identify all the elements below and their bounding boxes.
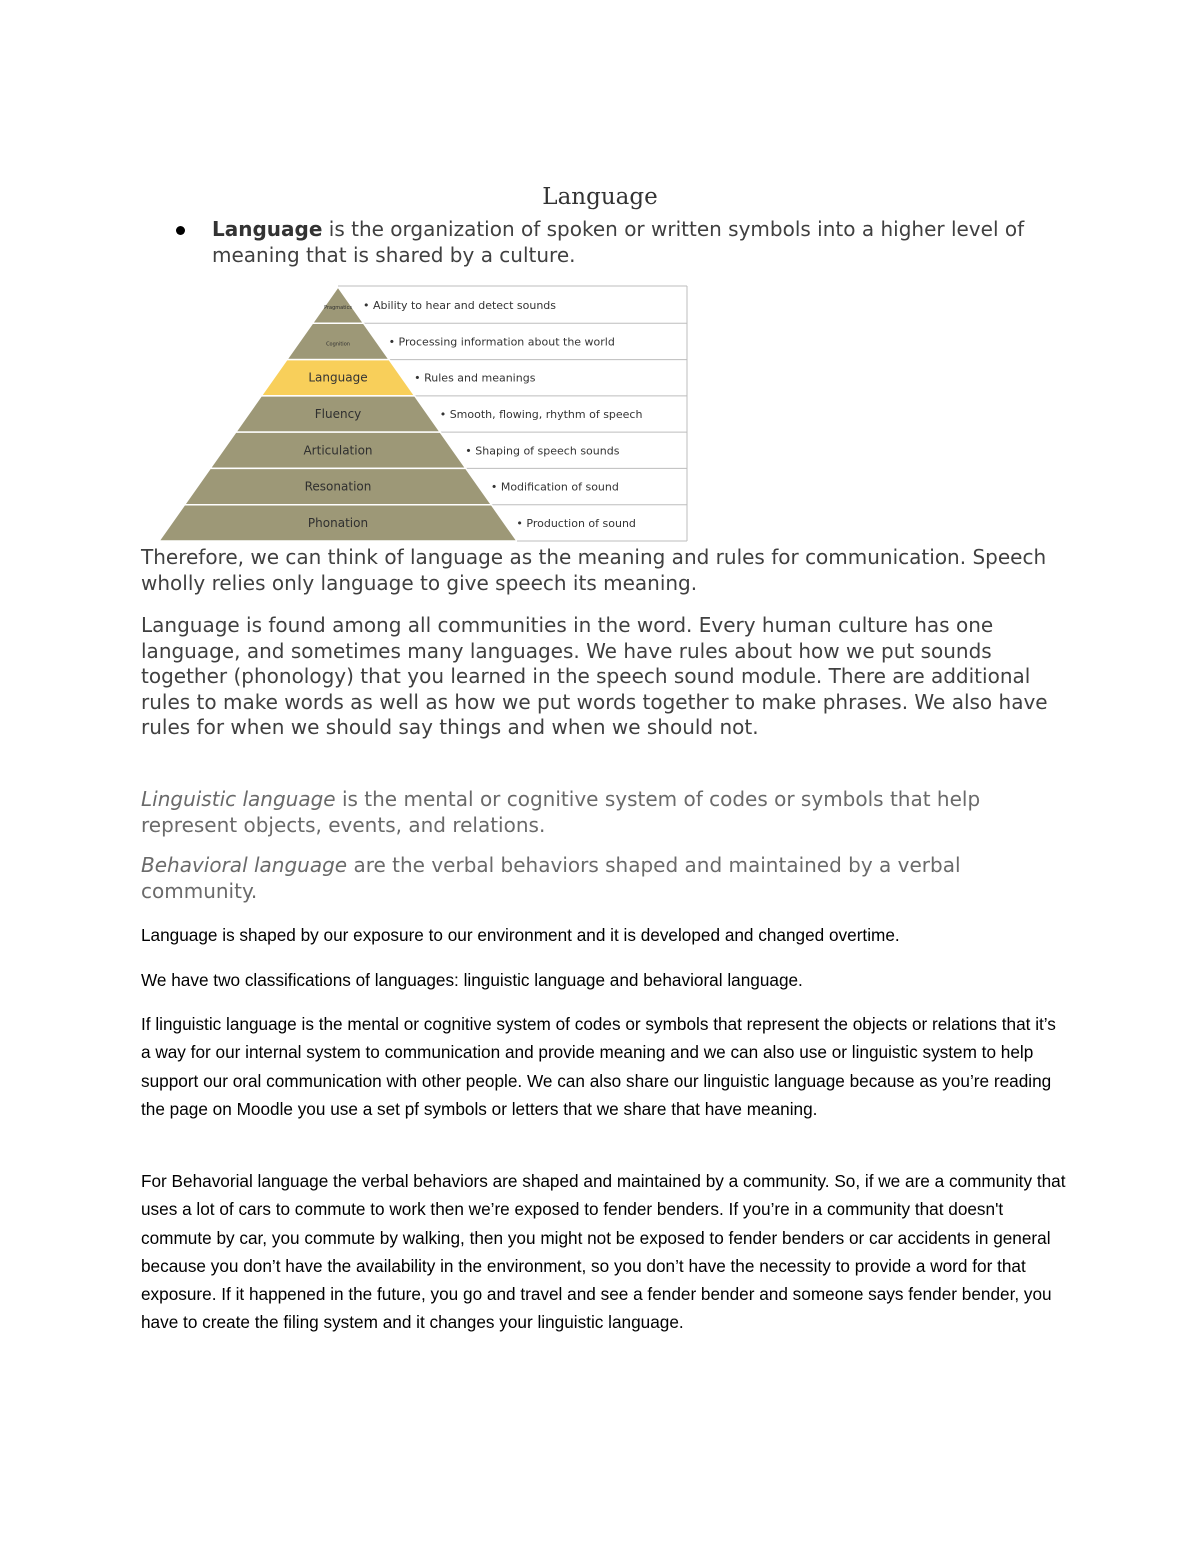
pyramid-level-label: Cognition xyxy=(326,341,350,348)
behavioral-text: are the verbal behaviors shaped and maintained by a verbal community. xyxy=(141,853,961,903)
paragraph-found: Language is found among all communities in the word. Every human culture has one language, and sometimes many languages. We have rules about how we put sounds together (phonology) that you learned in the speech sound module. There are additional rules to make words as well as how we put words together to make phrases. We also have rules for when we should say things and when we should not. xyxy=(141,613,1048,739)
linguistic-term: Linguistic language xyxy=(141,787,336,811)
pyramid-level-description: • Production of sound xyxy=(516,516,636,530)
paragraph-linguistic xyxy=(141,787,1071,838)
bullet-icon xyxy=(176,226,185,235)
pyramid-level-label: Resonation xyxy=(304,479,372,494)
pyramid-level-label: Phonation xyxy=(307,515,369,530)
pyramid-level-description: • Ability to hear and detect sounds xyxy=(363,299,557,313)
definition-term: Language xyxy=(212,217,323,241)
pyramid-level-label: Pragmatics xyxy=(324,305,352,312)
pyramid-level-description: • Smooth, flowing, rhythm of speech xyxy=(439,408,643,421)
pyramid-level-description: • Processing information about the world xyxy=(388,335,615,349)
communication-pyramid xyxy=(155,285,690,545)
pyramid-level-label: Fluency xyxy=(314,407,362,421)
pyramid-level-description: • Modification of sound xyxy=(490,480,619,494)
pyramid-level-description: • Shaping of speech sounds xyxy=(465,444,620,458)
definition-text xyxy=(212,216,1052,268)
page-title: Language xyxy=(542,184,658,210)
behavioral-term: Behavioral language xyxy=(141,853,348,877)
definition-bullet xyxy=(172,216,1052,268)
definition-body: is the organization of spoken or written symbols into a higher level of meaning that is shared by a culture. xyxy=(212,217,1025,267)
pyramid-level-label: Articulation xyxy=(303,443,373,458)
paragraph-behavioral xyxy=(141,853,1071,904)
paragraph-for-behavioral: For Behavorial language the verbal behaviors are shaped and maintained by a community. So, if we are a community that uses a lot of cars to commute to work then we’re exposed to fender benders. If you’re in a community that doesn't commute by car, you commute by walking, then you might not be exposed to fender benders or car accidents in general because you don’t have the availability in the environment, so you don’t have the necessity to provide a word for that exposure. If it happened in the future, you go and travel and see a fender bender and someone says fender bender, you have to create the filing system and it changes your linguistic language. xyxy=(141,1171,1066,1333)
linguistic-text: is the mental or cognitive system of codes or symbols that help represent objects, events, and relations. xyxy=(141,787,981,837)
paragraph-classifications: We have two classifications of languages: linguistic language and behavioral language. xyxy=(141,970,803,990)
paragraph-if-linguistic: If linguistic language is the mental or cognitive system of codes or symbols that represent the objects or relations that it’s a way for our internal system to communication and provide meaning and we can also use or linguistic system to help support our oral communication with other people. We can also share our linguistic language because as you’re reading the page on Moodle you use a set pf symbols or letters that we share that have meaning. xyxy=(141,1014,1056,1119)
paragraph-shaped: Language is shaped by our exposure to our environment and it is developed and changed overtime. xyxy=(141,925,900,945)
pyramid-level-description: • Rules and meanings xyxy=(414,371,536,385)
pyramid-level-label: Language xyxy=(308,370,368,385)
paragraph-therefore: Therefore, we can think of language as the meaning and rules for communication. Speech wholly relies only language to give speech its meaning. xyxy=(141,545,1047,595)
